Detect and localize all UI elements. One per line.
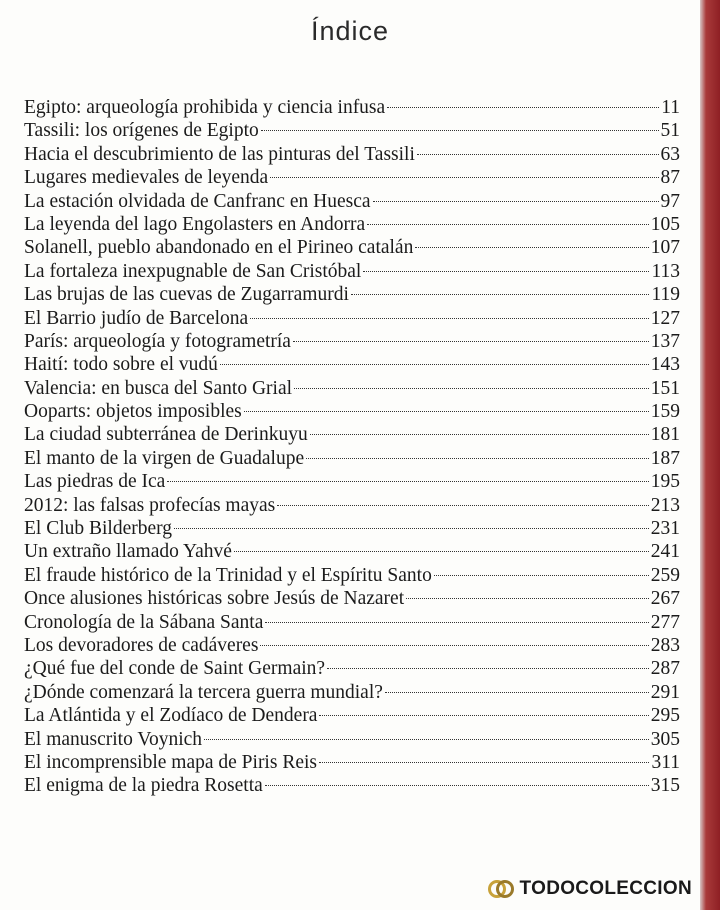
toc-entry bbox=[24, 96, 680, 119]
toc-entry-title: Tassili: los orígenes de Egipto bbox=[24, 120, 259, 142]
dot-leader bbox=[373, 201, 659, 202]
toc-entry-page: 287 bbox=[650, 658, 680, 680]
toc-entry-page: 107 bbox=[650, 237, 680, 259]
dot-leader bbox=[385, 692, 649, 693]
toc-entry bbox=[24, 400, 680, 423]
table-of-contents bbox=[24, 96, 680, 798]
toc-entry-page: 151 bbox=[650, 377, 680, 399]
dot-leader bbox=[167, 481, 648, 482]
toc-entry bbox=[24, 494, 680, 517]
dot-leader bbox=[265, 622, 648, 623]
toc-entry bbox=[24, 353, 680, 376]
watermark-text: TODOCOLECCION bbox=[519, 878, 692, 899]
toc-entry-page: 241 bbox=[650, 541, 680, 563]
dot-leader bbox=[220, 364, 649, 365]
dot-leader bbox=[174, 528, 649, 529]
toc-entry bbox=[24, 307, 680, 330]
toc-entry bbox=[24, 540, 680, 563]
toc-entry-title: Cronología de la Sábana Santa bbox=[24, 611, 264, 633]
dot-leader bbox=[387, 107, 659, 108]
toc-entry bbox=[24, 634, 680, 657]
toc-entry-title: La ciudad subterránea de Derinkuyu bbox=[24, 424, 308, 446]
toc-entry-page: 277 bbox=[650, 611, 680, 633]
toc-entry-page: 181 bbox=[650, 424, 680, 446]
toc-entry-page: 105 bbox=[650, 213, 680, 235]
dot-leader bbox=[294, 388, 649, 389]
toc-entry-page: 213 bbox=[650, 494, 680, 516]
dot-leader bbox=[434, 575, 649, 576]
toc-entry bbox=[24, 377, 680, 400]
dot-leader bbox=[234, 551, 649, 552]
toc-entry bbox=[24, 774, 680, 797]
rings-logo-icon bbox=[488, 879, 514, 899]
toc-entry-title: Lugares medievales de leyenda bbox=[24, 167, 269, 189]
dot-leader bbox=[406, 598, 649, 599]
toc-entry-title: El incomprensible mapa de Piris Reis bbox=[24, 751, 317, 773]
toc-entry bbox=[24, 423, 680, 446]
toc-entry-title: Haití: todo sobre el vudú bbox=[24, 354, 218, 376]
dot-leader bbox=[204, 739, 649, 740]
dot-leader bbox=[250, 318, 649, 319]
dot-leader bbox=[327, 668, 649, 669]
toc-entry-page: 291 bbox=[650, 681, 680, 703]
dot-leader bbox=[306, 458, 649, 459]
dot-leader bbox=[319, 762, 649, 763]
toc-entry-page: 311 bbox=[651, 751, 680, 773]
toc-entry-title: El enigma de la piedra Rosetta bbox=[24, 775, 263, 797]
dot-leader bbox=[261, 130, 659, 131]
toc-entry bbox=[24, 236, 680, 259]
toc-entry-title: El fraude histórico de la Trinidad y el Espíritu Santo bbox=[24, 564, 432, 586]
dot-leader bbox=[270, 177, 658, 178]
toc-entry-page: 267 bbox=[650, 588, 680, 610]
toc-entry-title: Hacia el descubrimiento de las pinturas del Tassili bbox=[24, 143, 415, 165]
toc-entry bbox=[24, 283, 680, 306]
toc-entry-page: 143 bbox=[650, 354, 680, 376]
toc-entry-title: El manto de la virgen de Guadalupe bbox=[24, 447, 305, 469]
toc-entry-title: Un extraño llamado Yahvé bbox=[24, 541, 232, 563]
dot-leader bbox=[265, 785, 649, 786]
toc-entry-page: 127 bbox=[650, 307, 680, 329]
toc-entry-page: 195 bbox=[650, 471, 680, 493]
toc-entry-title: Valencia: en busca del Santo Grial bbox=[24, 377, 293, 399]
toc-entry bbox=[24, 751, 680, 774]
toc-entry-page: 137 bbox=[650, 330, 680, 352]
dot-leader bbox=[367, 224, 649, 225]
toc-entry-page: 97 bbox=[660, 190, 680, 212]
toc-entry bbox=[24, 470, 680, 493]
toc-entry bbox=[24, 704, 680, 727]
toc-entry bbox=[24, 681, 680, 704]
dot-leader bbox=[293, 341, 649, 342]
dot-leader bbox=[277, 505, 648, 506]
toc-entry-title: Ooparts: objetos imposibles bbox=[24, 401, 242, 423]
cover-edge bbox=[700, 0, 720, 910]
toc-entry-page: 283 bbox=[650, 634, 680, 656]
toc-entry-title: La fortaleza inexpugnable de San Cristóbal bbox=[24, 260, 362, 282]
toc-entry bbox=[24, 119, 680, 142]
toc-entry-page: 87 bbox=[660, 167, 680, 189]
toc-entry-title: ¿Dónde comenzará la tercera guerra mundial? bbox=[24, 681, 383, 703]
toc-entry-page: 295 bbox=[650, 705, 680, 727]
watermark bbox=[488, 878, 692, 900]
toc-entry-title: El Barrio judío de Barcelona bbox=[24, 307, 249, 329]
toc-entry-page: 259 bbox=[650, 564, 680, 586]
toc-entry-page: 63 bbox=[660, 143, 680, 165]
toc-entry-page: 113 bbox=[651, 260, 680, 282]
toc-entry-title: El Club Bilderberg bbox=[24, 518, 173, 540]
toc-entry bbox=[24, 330, 680, 353]
toc-entry-page: 305 bbox=[650, 728, 680, 750]
dot-leader bbox=[260, 645, 648, 646]
toc-entry-title: Once alusiones históricas sobre Jesús de Nazaret bbox=[24, 588, 405, 610]
toc-entry bbox=[24, 517, 680, 540]
dot-leader bbox=[415, 247, 648, 248]
dot-leader bbox=[244, 411, 649, 412]
toc-entry-title: ¿Qué fue del conde de Saint Germain? bbox=[24, 658, 326, 680]
toc-entry bbox=[24, 587, 680, 610]
toc-entry bbox=[24, 260, 680, 283]
dot-leader bbox=[363, 271, 649, 272]
page-title: Índice bbox=[310, 16, 390, 46]
toc-entry-page: 51 bbox=[660, 120, 680, 142]
toc-entry-title: Solanell, pueblo abandonado en el Pirineo catalán bbox=[24, 237, 414, 259]
toc-entry-title: Egipto: arqueología prohibida y ciencia infusa bbox=[24, 97, 386, 118]
dot-leader bbox=[310, 434, 649, 435]
toc-entry bbox=[24, 657, 680, 680]
toc-entry-title: Los devoradores de cadáveres bbox=[24, 634, 259, 656]
dot-leader bbox=[319, 715, 648, 716]
toc-entry-page: 119 bbox=[651, 284, 680, 306]
toc-entry bbox=[24, 611, 680, 634]
toc-entry-title: La Atlántida y el Zodíaco de Dendera bbox=[24, 705, 318, 727]
toc-entry bbox=[24, 143, 680, 166]
toc-entry-title: Las piedras de Ica bbox=[24, 471, 166, 493]
dot-leader bbox=[417, 154, 659, 155]
toc-entry-title: 2012: las falsas profecías mayas bbox=[24, 494, 276, 516]
toc-entry-page: 231 bbox=[650, 518, 680, 540]
toc-entry bbox=[24, 564, 680, 587]
toc-entry-page: 11 bbox=[661, 97, 680, 118]
toc-entry-page: 159 bbox=[650, 401, 680, 423]
toc-entry-title: El manuscrito Voynich bbox=[24, 728, 203, 750]
toc-entry bbox=[24, 166, 680, 189]
toc-entry-title: La estación olvidada de Canfranc en Huesca bbox=[24, 190, 371, 212]
toc-entry bbox=[24, 728, 680, 751]
toc-entry-page: 187 bbox=[650, 447, 680, 469]
toc-entry-title: La leyenda del lago Engolasters en Andorra bbox=[24, 213, 366, 235]
toc-entry bbox=[24, 447, 680, 470]
toc-entry-title: Las brujas de las cuevas de Zugarramurdi bbox=[24, 284, 349, 306]
toc-entry bbox=[24, 190, 680, 213]
toc-entry-title: París: arqueología y fotogrametría bbox=[24, 330, 291, 352]
toc-entry bbox=[24, 213, 680, 236]
toc-entry-page: 315 bbox=[650, 775, 680, 797]
dot-leader bbox=[351, 294, 650, 295]
